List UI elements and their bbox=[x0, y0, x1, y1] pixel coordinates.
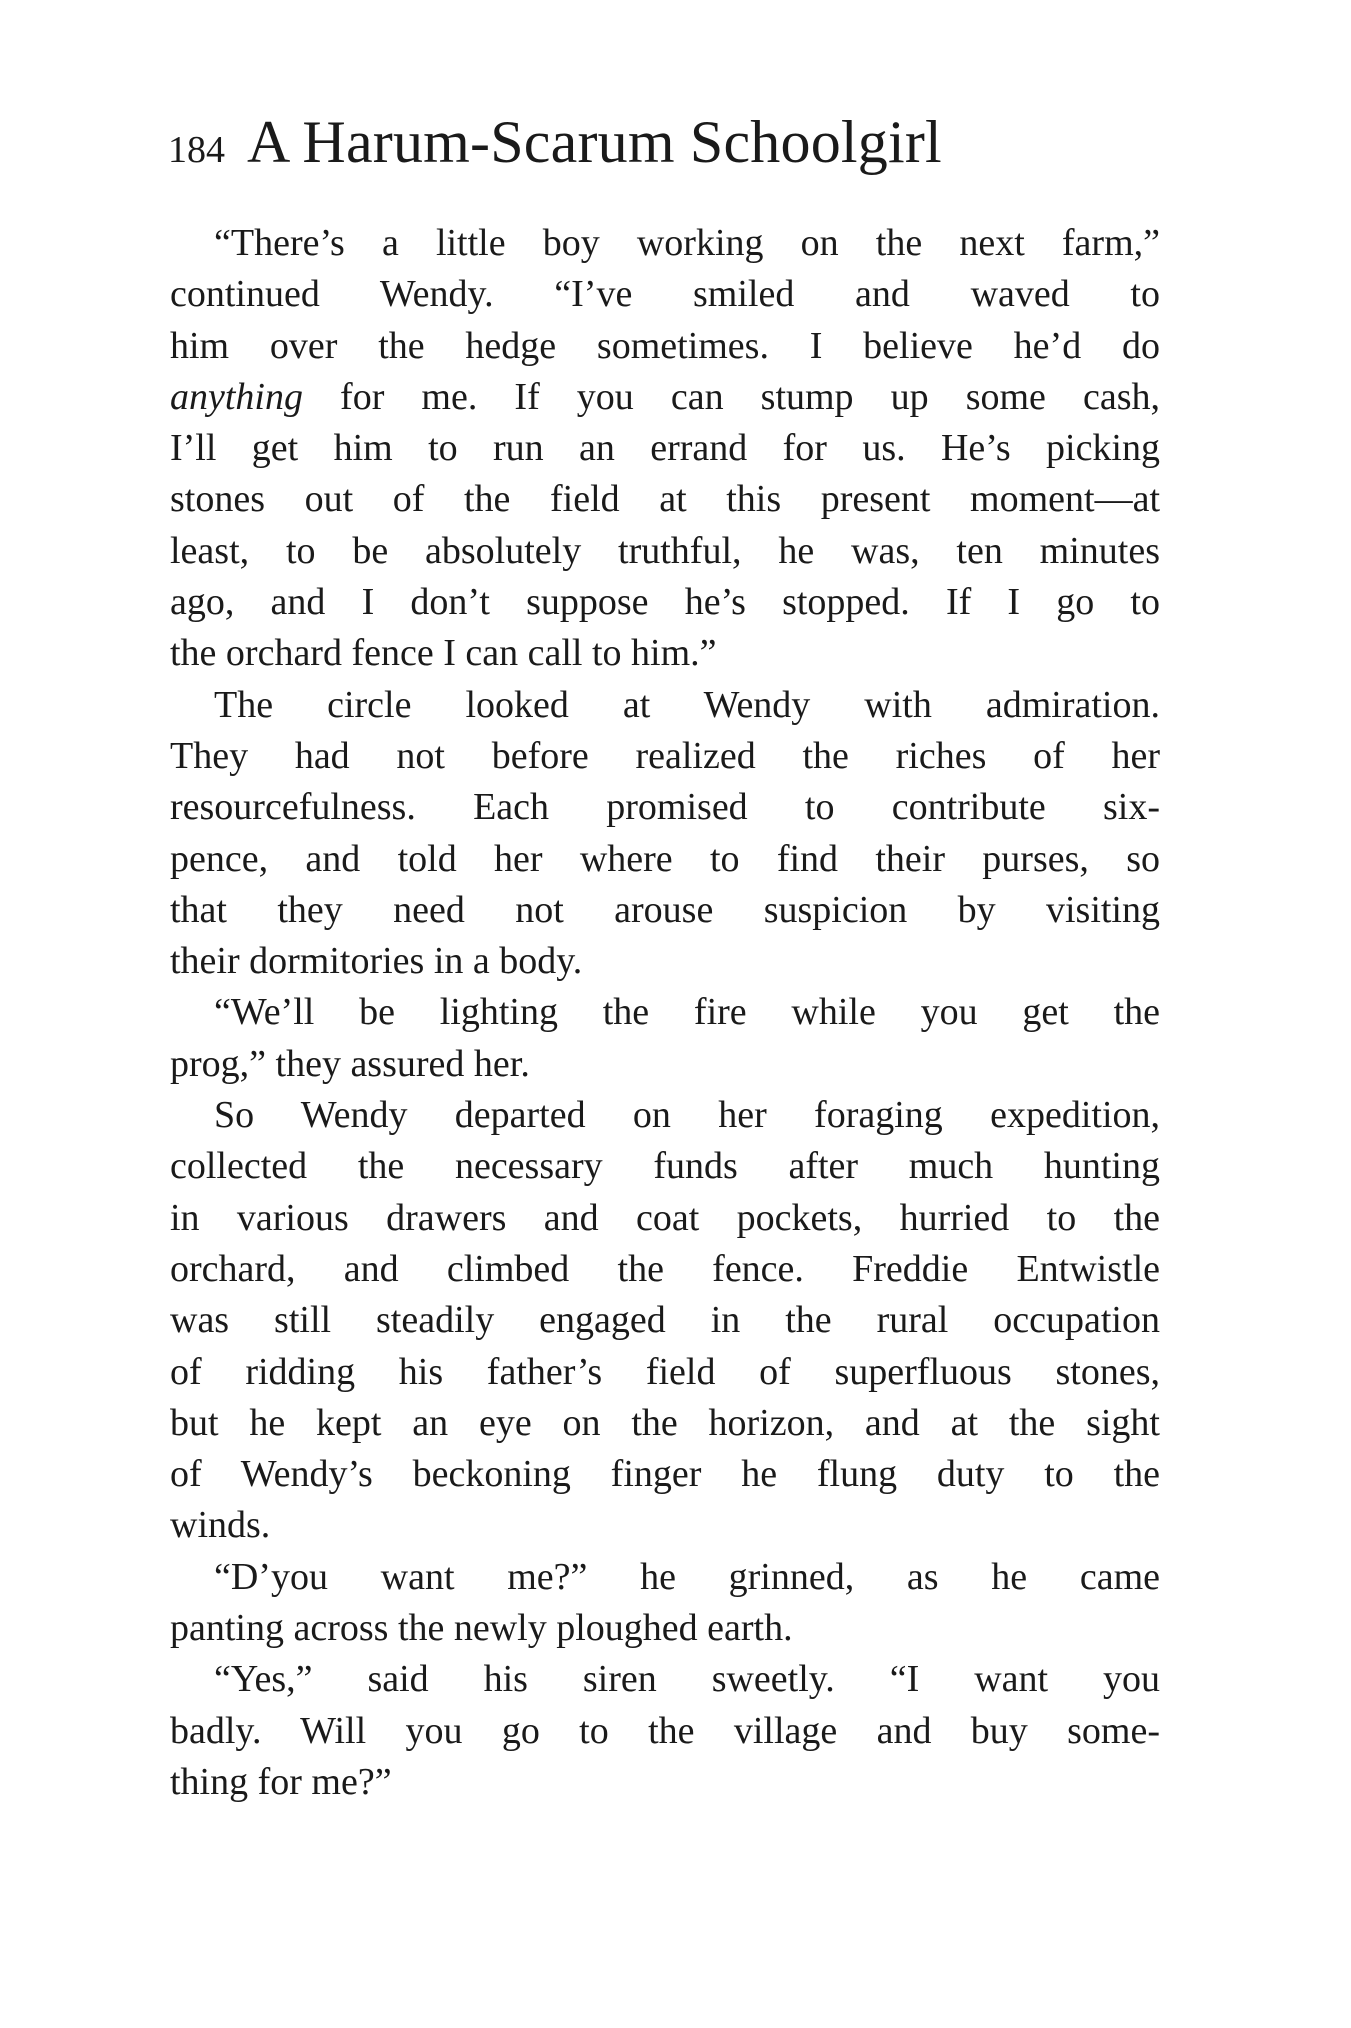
running-title: A Harum-Scarum Schoolgirl bbox=[247, 109, 942, 175]
text-line: was still steadily engaged in the rural occupation bbox=[170, 1299, 1160, 1342]
text-line: of Wendy’s beckoning finger he flung duty to the bbox=[170, 1453, 1160, 1496]
text-line: I’ll get him to run an errand for us. He’s picking bbox=[170, 427, 1160, 470]
text-line: panting across the newly ploughed earth. bbox=[170, 1607, 793, 1650]
text-line: “D’you want me?” he grinned, as he came bbox=[214, 1555, 1160, 1598]
page-header bbox=[168, 108, 1068, 198]
text-line: stones out of the field at this present moment—at bbox=[170, 478, 1160, 521]
text-line: They had not before realized the riches of her bbox=[170, 734, 1160, 777]
text-line: the orchard fence I can call to him.” bbox=[170, 632, 717, 675]
text-line: ago, and I don’t suppose he’s stopped. If I go to bbox=[170, 581, 1160, 624]
text-line: The circle looked at Wendy with admiration. bbox=[214, 683, 1160, 726]
body-text bbox=[170, 218, 1160, 1808]
text-line: winds. bbox=[170, 1504, 271, 1547]
text-line: “We’ll be lighting the fire while you get the bbox=[214, 991, 1160, 1034]
text-line: him over the hedge sometimes. I believe he’d do bbox=[170, 324, 1160, 367]
text-line: orchard, and climbed the fence. Freddie Entwistle bbox=[170, 1247, 1160, 1290]
text-line: their dormitories in a body. bbox=[170, 940, 583, 983]
text-line: pence, and told her where to find their purses, so bbox=[170, 837, 1160, 880]
text-line: that they need not arouse suspicion by visiting bbox=[170, 888, 1160, 931]
text-run: for me. If you can stump up some cash, bbox=[302, 375, 1160, 418]
text-line: badly. Will you go to the village and buy some- bbox=[170, 1709, 1160, 1752]
text-line: “Yes,” said his siren sweetly. “I want you bbox=[214, 1658, 1160, 1701]
text-line: but he kept an eye on the horizon, and at the sight bbox=[170, 1401, 1160, 1444]
text-line: least, to be absolutely truthful, he was, ten minutes bbox=[170, 529, 1160, 572]
text-line: collected the necessary funds after much hunting bbox=[170, 1145, 1160, 1188]
text-line: resourcefulness. Each promised to contribute six- bbox=[170, 786, 1160, 829]
page-number: 184 bbox=[168, 129, 225, 171]
text-line: of ridding his father’s field of superfluous stones, bbox=[170, 1350, 1160, 1393]
text-line bbox=[170, 372, 1160, 423]
text-line: prog,” they assured her. bbox=[170, 1042, 530, 1085]
text-line: So Wendy departed on her foraging expedition, bbox=[214, 1094, 1160, 1137]
italic-emphasis: anything bbox=[170, 375, 303, 418]
text-line: in various drawers and coat pockets, hurried to the bbox=[170, 1196, 1160, 1239]
text-line: continued Wendy. “I’ve smiled and waved to bbox=[170, 273, 1160, 316]
text-line: “There’s a little boy working on the next farm,” bbox=[214, 222, 1160, 264]
text-line: thing for me?” bbox=[170, 1760, 392, 1803]
